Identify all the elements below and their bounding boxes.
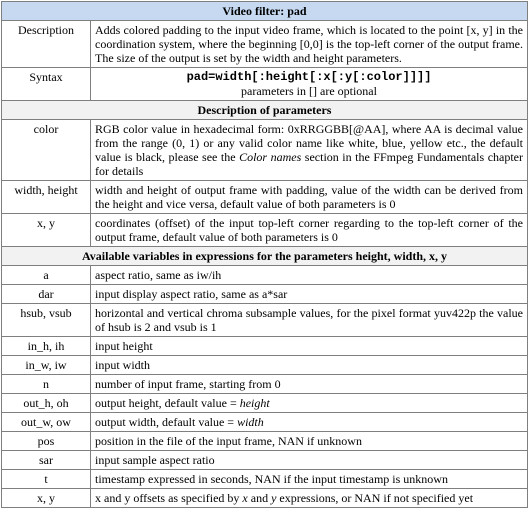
param-description: coordinates (offset) of the input top-left corner regarding to the top-left corner of the output frame, default value of both parameters is 0 — [91, 214, 528, 247]
var-row — [2, 413, 528, 432]
var-row — [2, 266, 528, 285]
var-row — [2, 375, 528, 394]
var-name: a — [2, 266, 91, 285]
var-description: number of input frame, starting from 0 — [91, 375, 528, 394]
var-description: input display aspect ratio, same as a*sar — [91, 285, 528, 304]
description-row — [2, 21, 528, 68]
var-name: x, y — [2, 489, 91, 508]
param-name: width, height — [2, 181, 91, 214]
params-heading: Description of parameters — [2, 101, 528, 120]
var-name: dar — [2, 285, 91, 304]
var-name: out_w, ow — [2, 413, 91, 432]
param-row — [2, 214, 528, 247]
vars-heading: Available variables in expressions for the parameters height, width, x, y — [2, 247, 528, 266]
var-name: pos — [2, 432, 91, 451]
pad-filter-table — [1, 1, 528, 508]
var-description: input sample aspect ratio — [91, 451, 528, 470]
var-description: timestamp expressed in seconds, NAN if the input timestamp is unknown — [91, 470, 528, 489]
var-row — [2, 337, 528, 356]
var-description: input height — [91, 337, 528, 356]
var-name: in_h, ih — [2, 337, 91, 356]
param-description: RGB color value in hexadecimal form: 0xRRGGBB[@AA], where AA is decimal value from the range (0, 1) or any valid color name like white, blue, yellow etc., the default value is black, please see the Color names section in the FFmpeg Fundamentals chapter for details — [91, 120, 528, 181]
var-description: horizontal and vertical chroma subsample values, for the pixel format yuv422p the value of hsub is 2 and vsub is 1 — [91, 304, 528, 337]
vars-heading-row — [2, 247, 528, 266]
var-row — [2, 394, 528, 413]
var-row — [2, 489, 528, 508]
description-text: Adds colored padding to the input video frame, which is located to the point [x, y] in the coordination system, where the beginning [0,0] is the top-left corner of the output frame. The size of the output is set by the width and height parameters. — [91, 21, 528, 68]
param-description: width and height of output frame with padding, value of the width can be derived from the height and vice versa, default value of both parameters is 0 — [91, 181, 528, 214]
var-description: output height, default value = height — [91, 394, 528, 413]
title-row — [2, 2, 528, 21]
var-name: n — [2, 375, 91, 394]
table-title: Video filter: pad — [2, 2, 528, 21]
params-heading-row — [2, 101, 528, 120]
syntax-row — [2, 68, 528, 101]
var-name: in_w, iw — [2, 356, 91, 375]
syntax-cell — [91, 68, 528, 101]
var-row — [2, 304, 528, 337]
var-description: input width — [91, 356, 528, 375]
var-name: t — [2, 470, 91, 489]
syntax-code: pad=width[:height[:x[:y[:color]]]] — [186, 70, 432, 84]
param-name: x, y — [2, 214, 91, 247]
param-row — [2, 181, 528, 214]
var-name: hsub, vsub — [2, 304, 91, 337]
var-name: out_h, oh — [2, 394, 91, 413]
var-description: x and y offsets as specified by x and y expressions, or NAN if not specified yet — [91, 489, 528, 508]
syntax-label: Syntax — [2, 68, 91, 101]
var-description: output width, default value = width — [91, 413, 528, 432]
var-row — [2, 451, 528, 470]
var-name: sar — [2, 451, 91, 470]
var-row — [2, 432, 528, 451]
var-row — [2, 470, 528, 489]
var-row — [2, 285, 528, 304]
var-description: position in the file of the input frame, NAN if unknown — [91, 432, 528, 451]
var-row — [2, 356, 528, 375]
param-row — [2, 120, 528, 181]
param-name: color — [2, 120, 91, 181]
var-description: aspect ratio, same as iw/ih — [91, 266, 528, 285]
description-label: Description — [2, 21, 91, 68]
syntax-note: parameters in [] are optional — [241, 84, 377, 98]
